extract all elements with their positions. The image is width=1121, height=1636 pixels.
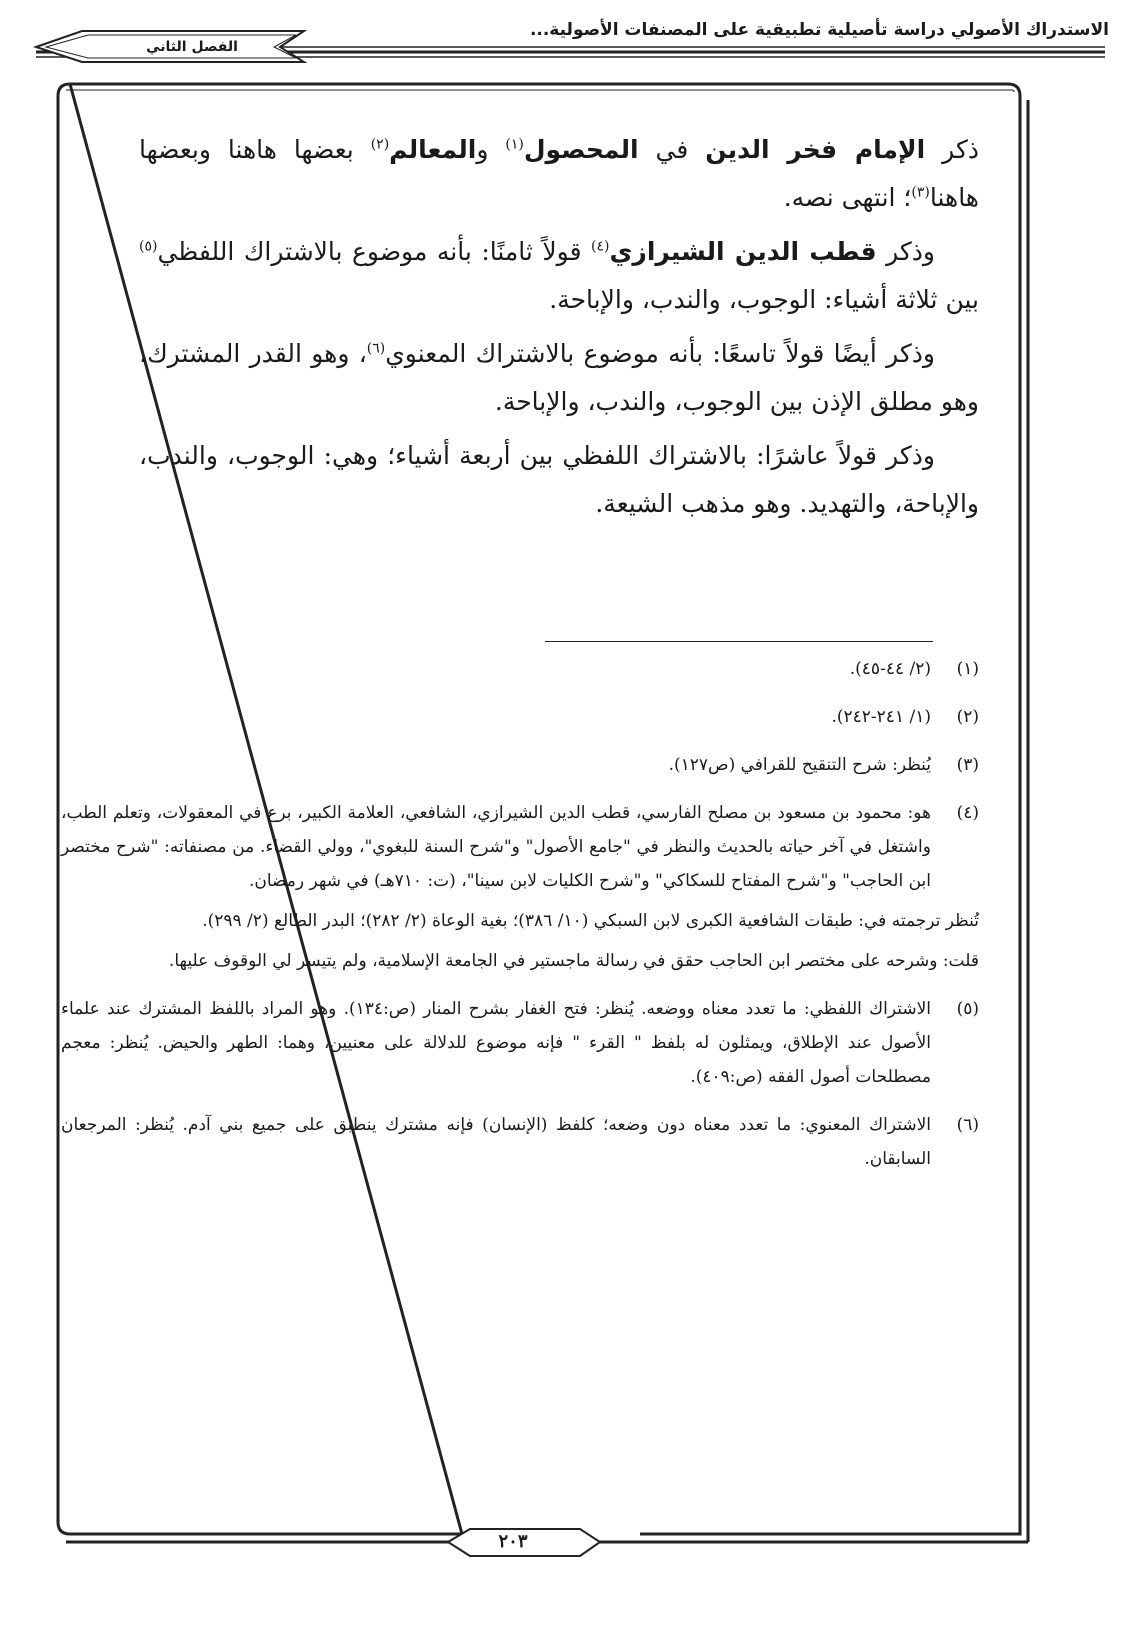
paragraph-4: وذكر قولاً عاشرًا: بالاشتراك اللفظي بين أربعة أشياء؛ وهي: الوجوب، والندب، والإباحة، والتهديد. وهو مذهب الشيعة. (139, 441, 979, 518)
footnote-1 (61, 652, 979, 692)
footnote-ref: (٢) (370, 136, 390, 153)
footnote-text: تُنظر ترجمته في: طبقات الشافعية الكبرى لابن السبكي (١٠/ ٣٨٦)؛ بغية الوعاة (٢/ ٢٨٢)؛ البدر الطالع (٢/ ٢٩٩). (202, 911, 979, 931)
bold-book-title: المعالم (389, 135, 477, 164)
footnote-2 (61, 700, 979, 740)
footnote-6 (61, 1108, 979, 1182)
footnote-text: هو: محمود بن مسعود بن مصلح الفارسي، قطب الدين الشيرازي، الشافعي، العلامة الكبير، برع في المعقولات، وتعلم الطب، واشتغل في آخر حياته بالحديث والنظر في "جامع الأصول" و"شرح السنة للبغوي"، وولي القضاء. من مصنفاته: "شرح مختصر ابن الحاجب" و"شرح المفتاح للسكاكي" و"شرح الكليات لابن سينا"، (ت: ٧١٠هـ) في شهر رمضان. (61, 803, 931, 891)
chapter-badge: الفصل الثاني (146, 39, 238, 55)
footnote-ref: (٤) (591, 238, 610, 255)
footnote-ref: (١) (505, 136, 524, 153)
bold-name: قطب الدين الشيرازي (609, 237, 877, 266)
text-run: قولاً ثامنًا: بأنه موضوع بالاشتراك اللفظي (157, 237, 592, 266)
footnote-4 (61, 796, 979, 984)
footnote-number: (٤) (956, 803, 979, 823)
footnotes (61, 652, 979, 1190)
footnote-number: (٥) (956, 999, 979, 1019)
text-run: و (476, 135, 506, 164)
footnote-number: (١) (956, 659, 979, 679)
footnote-number: (٦) (956, 1115, 979, 1135)
footnote-text: يُنظر: شرح التنقيح للقرافي (ص١٢٧). (668, 755, 931, 775)
footnote-text: الاشتراك اللفظي: ما تعدد معناه ووضعه. يُنظر: فتح الغفار بشرح المنار (ص:١٣٤). وهو المراد باللفظ المشترك عند علماء الأصول عند الإطلاق، ويمثلون له بلفظ " القرء " فإنه موضوع للدلالة على معنيين، وهما: الطهر والحيض. يُنظر: معجم مصطلحات أصول الفقه (ص:٤٠٩). (61, 999, 931, 1087)
footnote-text: (٢/ ٤٤-٤٥). (849, 659, 931, 679)
footnote-text: الاشتراك المعنوي: ما تعدد معناه دون وضعه؛ كلفظ (الإنسان) فإنه مشترك ينطبق على جميع بني آدم. يُنظر: المرجعان السابقان. (61, 1115, 931, 1169)
text-run: بين ثلاثة أشياء: الوجوب، والندب، والإباحة. (549, 285, 979, 314)
footnote-text: (١/ ٢٤١-٢٤٢). (831, 707, 931, 727)
paragraph-2 (139, 228, 979, 324)
footnote-ref: (٣) (911, 184, 930, 201)
footnote-number: (٣) (956, 755, 979, 775)
text-run: ذكر (925, 135, 979, 164)
text-run: وذكر (876, 237, 935, 266)
bold-name: الإمام فخر الدين (705, 135, 926, 164)
paragraph-1 (139, 126, 979, 222)
paragraph-3 (139, 330, 979, 426)
footnote-number: (٢) (956, 707, 979, 727)
text-run: ؛ انتهى نصه. (783, 183, 912, 212)
text-run: بعضها هاهنا وبعضها هاهنا (139, 135, 979, 212)
main-text (139, 126, 979, 534)
bold-book-title: المحصول (523, 135, 639, 164)
text-run: ، وهو القدر المشترك، وهو مطلق الإذن بين الوجوب، والندب، والإباحة. (139, 339, 979, 416)
footnote-ref: (٦) (366, 340, 386, 357)
footnote-text: قلت: وشرحه على مختصر ابن الحاجب حقق في رسالة ماجستير في الجامعة الإسلامية، ولم يتيسر لي الوقوف عليها. (168, 951, 979, 971)
text-run: وذكر أيضًا قولاً تاسعًا: بأنه موضوع بالاشتراك المعنوي (385, 339, 935, 368)
footnote-5 (61, 992, 979, 1100)
running-header-title: الاستدراك الأصولي دراسة تأصيلية تطبيقية على المصنفات الأصولية... (529, 20, 1109, 40)
footnote-ref: (٥) (139, 238, 158, 255)
page-number: ٢٠٣ (498, 1531, 528, 1552)
text-run: في (638, 135, 706, 164)
footnote-3 (61, 748, 979, 788)
footnote-separator (545, 641, 933, 642)
